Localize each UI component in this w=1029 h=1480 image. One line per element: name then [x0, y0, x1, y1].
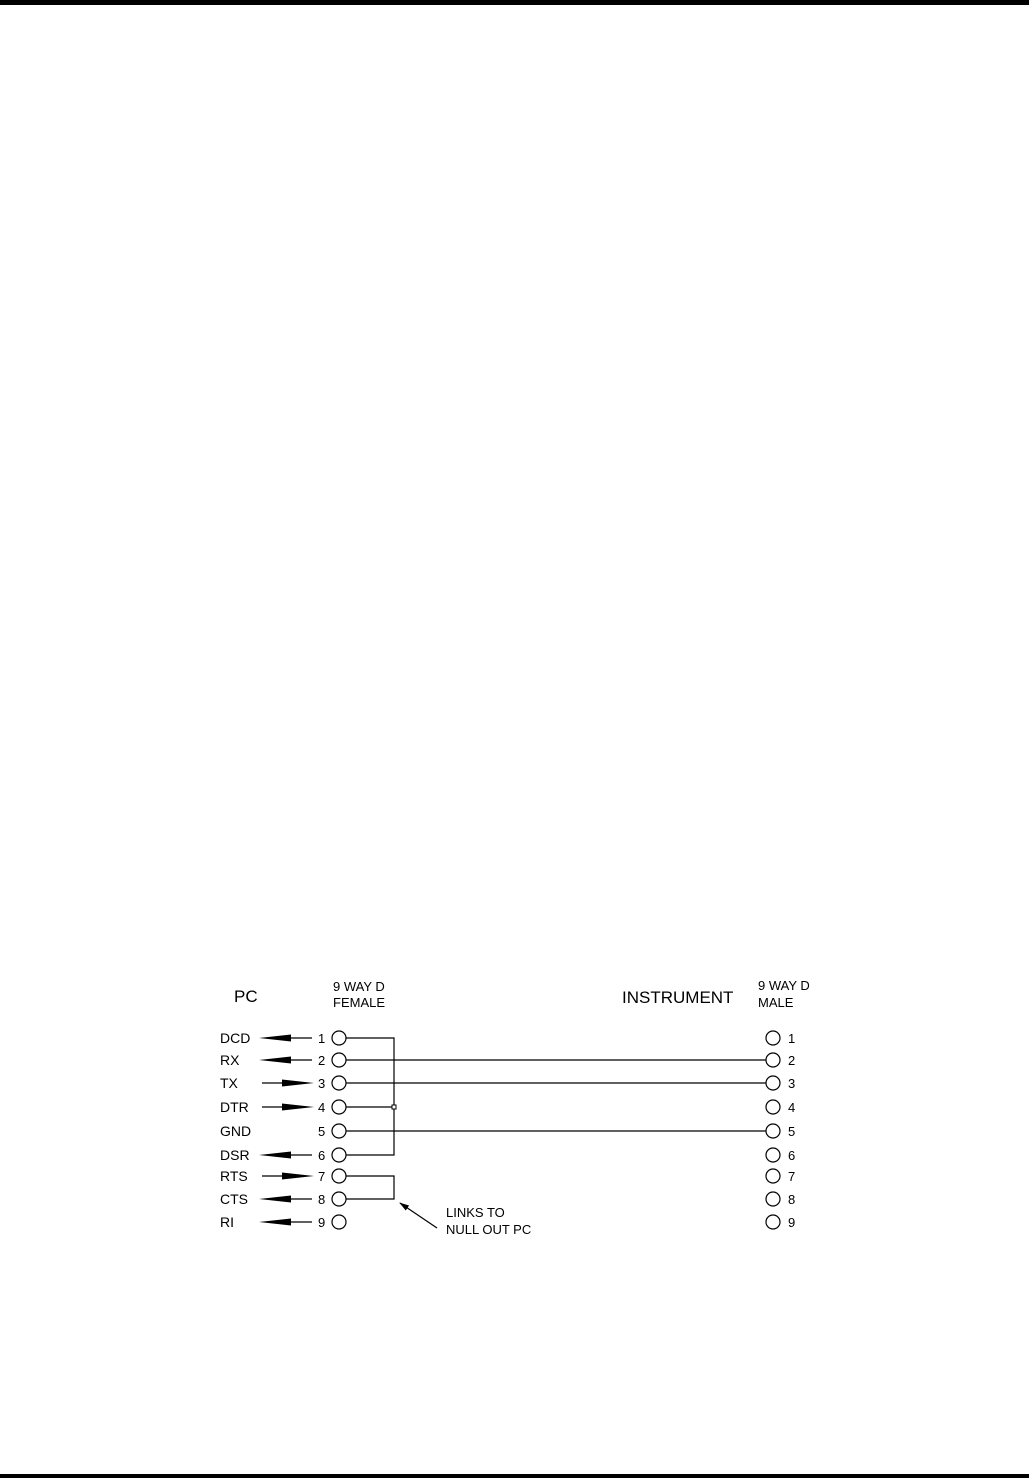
instrument-row-5	[766, 1124, 795, 1139]
pc-row-dsr	[220, 1147, 346, 1163]
pin-number: 1	[318, 1031, 326, 1046]
instrument-pin-rows	[766, 1031, 795, 1230]
pc-row-ri	[220, 1214, 346, 1230]
pin-number: 7	[318, 1169, 326, 1184]
female-pin-circle	[332, 1053, 346, 1067]
link-junction-dot	[392, 1105, 396, 1109]
pin-number: 5	[788, 1124, 796, 1139]
pin-number: 4	[788, 1100, 796, 1115]
arrow-right-icon	[282, 1173, 314, 1180]
pin-number: 2	[788, 1053, 796, 1068]
male-pin-circle	[766, 1124, 780, 1138]
pc-row-dcd	[220, 1030, 346, 1046]
pc-row-tx	[220, 1075, 346, 1091]
male-pin-circle	[766, 1169, 780, 1183]
instrument-label: INSTRUMENT	[622, 988, 734, 1007]
male-pin-circle	[766, 1215, 780, 1229]
female-pin-circle	[332, 1215, 346, 1229]
signal-label: DTR	[220, 1099, 249, 1115]
arrow-left-icon	[259, 1035, 291, 1042]
arrow-left-icon	[259, 1057, 291, 1064]
link-1-4-6	[346, 1038, 394, 1155]
signal-label: GND	[220, 1123, 252, 1139]
female-pin-circle	[332, 1169, 346, 1183]
female-connector-label-line1: 9 WAY D	[333, 979, 385, 994]
pin-number: 5	[318, 1124, 326, 1139]
arrow-right-icon	[282, 1080, 314, 1087]
pin-number: 9	[318, 1215, 326, 1230]
note-line1: LINKS TO	[446, 1205, 505, 1220]
bottom-rule	[0, 1474, 1029, 1478]
pc-row-cts	[220, 1191, 346, 1207]
signal-label: TX	[220, 1075, 238, 1091]
note-arrow	[400, 1203, 437, 1228]
female-pin-circle	[332, 1076, 346, 1090]
pc-row-dtr	[220, 1099, 346, 1115]
instrument-row-8	[766, 1192, 795, 1207]
instrument-row-9	[766, 1215, 795, 1230]
male-pin-circle	[766, 1053, 780, 1067]
instrument-row-3	[766, 1076, 795, 1091]
female-pin-circle	[332, 1124, 346, 1138]
note-line2: NULL OUT PC	[446, 1222, 532, 1237]
signal-label: RTS	[220, 1168, 248, 1184]
female-pin-circle	[332, 1192, 346, 1206]
pc-label: PC	[234, 987, 258, 1006]
female-pin-circle	[332, 1031, 346, 1045]
instrument-row-4	[766, 1100, 795, 1115]
pc-row-rts	[220, 1168, 346, 1184]
pc-row-rx	[220, 1052, 346, 1068]
male-connector-label-line1: 9 WAY D	[758, 978, 810, 993]
female-pin-circle	[332, 1100, 346, 1114]
instrument-row-6	[766, 1148, 795, 1163]
male-pin-circle	[766, 1076, 780, 1090]
signal-label: RI	[220, 1214, 234, 1230]
pin-number: 4	[318, 1100, 326, 1115]
pin-number: 3	[318, 1076, 326, 1091]
pin-number: 8	[788, 1192, 796, 1207]
instrument-row-1	[766, 1031, 795, 1046]
pin-number: 6	[788, 1148, 796, 1163]
pin-number: 2	[318, 1053, 326, 1068]
female-pin-circle	[332, 1148, 346, 1162]
arrow-left-icon	[259, 1196, 291, 1203]
pc-pin-rows	[220, 1030, 346, 1230]
arrow-left-icon	[259, 1152, 291, 1159]
signal-label: RX	[220, 1052, 240, 1068]
link-7-8	[346, 1176, 394, 1199]
pin-number: 7	[788, 1169, 796, 1184]
female-connector-label-line2: FEMALE	[333, 995, 386, 1010]
arrow-right-icon	[282, 1104, 314, 1111]
signal-label: DSR	[220, 1147, 250, 1163]
instrument-row-7	[766, 1169, 795, 1184]
pin-number: 6	[318, 1148, 326, 1163]
male-pin-circle	[766, 1031, 780, 1045]
signal-label: DCD	[220, 1030, 251, 1046]
male-pin-circle	[766, 1192, 780, 1206]
male-connector-label-line2: MALE	[758, 995, 794, 1010]
pin-number: 9	[788, 1215, 796, 1230]
arrow-left-icon	[259, 1219, 291, 1226]
male-pin-circle	[766, 1148, 780, 1162]
pin-number: 1	[788, 1031, 796, 1046]
instrument-row-2	[766, 1053, 795, 1068]
pin-number: 8	[318, 1192, 326, 1207]
male-pin-circle	[766, 1100, 780, 1114]
signal-label: CTS	[220, 1191, 248, 1207]
pin-number: 3	[788, 1076, 796, 1091]
pc-row-gnd	[220, 1123, 346, 1139]
